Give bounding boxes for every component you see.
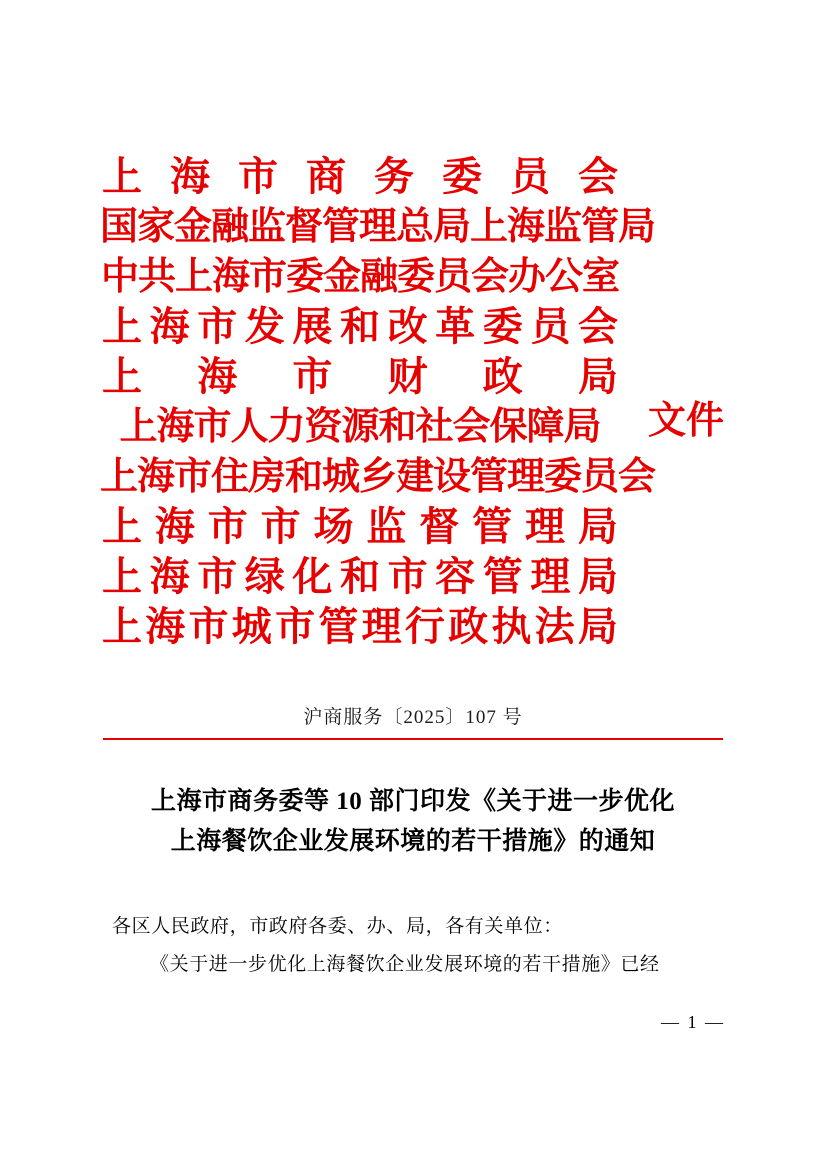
issuer-char: 局 — [577, 504, 618, 549]
issuer-char: 理 — [530, 554, 571, 599]
issuer-char: 务 — [374, 154, 414, 199]
issuer-line-9 — [100, 552, 620, 602]
issuer-char: 监 — [366, 504, 407, 549]
issuer-char: 海 — [145, 604, 186, 649]
issuer-char: 会 — [578, 154, 618, 199]
issuer-char: 局 — [577, 604, 618, 649]
issuer-char: 政 — [448, 604, 489, 649]
issuer-char: 管 — [472, 504, 513, 549]
issuer-char: 局 — [577, 554, 618, 599]
issuer-char: 和 — [339, 554, 380, 599]
red-divider-rule — [103, 738, 723, 740]
issuer-char: 革 — [435, 304, 476, 349]
body-paragraph-1: 《关于进一步优化上海餐饮企业发展环境的若干措施》已经 — [150, 954, 660, 975]
issuer-line-1 — [100, 152, 620, 202]
body-salutation: 各区人民政府，市政府各委、办、局，各有关单位： — [112, 916, 563, 937]
issuer-char: 上 — [102, 304, 142, 349]
issuer-char: 海 — [154, 504, 195, 549]
issuer-char: 督 — [419, 504, 460, 549]
issuer-line-3: 中共上海市委金融委员会办公室 — [100, 256, 619, 298]
issuer-char: 化 — [292, 554, 333, 599]
issuing-agencies-list — [100, 152, 656, 652]
page-number: — 1 — — [661, 1012, 725, 1032]
issuer-char: 管 — [318, 604, 359, 649]
issuer-char: 局 — [577, 354, 618, 399]
issuer-char: 容 — [435, 554, 476, 599]
issuer-char: 海 — [149, 304, 190, 349]
issuer-char: 市 — [197, 304, 238, 349]
issuer-line-4 — [100, 302, 620, 352]
issuer-char: 市 — [387, 554, 428, 599]
issuer-char: 商 — [306, 154, 346, 199]
issuer-line-8 — [100, 502, 620, 552]
issuer-char: 理 — [525, 504, 565, 549]
document-title — [103, 782, 723, 862]
issuer-char: 上 — [102, 354, 142, 399]
issuer-char: 员 — [510, 154, 550, 199]
issuer-char: 财 — [387, 354, 428, 399]
document-title-line-1: 上海市商务委等 10 部门印发《关于进一步优化 — [150, 788, 675, 815]
issuer-char: 上 — [102, 504, 142, 549]
issuer-line-2: 国家金融监督管理总局上海监管局 — [100, 206, 656, 248]
issuer-char: 行 — [404, 604, 445, 649]
issuer-char: 上 — [102, 154, 142, 199]
issuer-char: 管 — [482, 554, 523, 599]
issuer-char: 改 — [387, 304, 428, 349]
issuer-line-5 — [100, 352, 620, 402]
issuer-char: 上 — [102, 604, 142, 649]
issuer-char: 展 — [292, 304, 333, 349]
issuer-char: 海 — [170, 154, 210, 199]
issuer-char: 员 — [530, 304, 571, 349]
issuer-char: 和 — [339, 304, 380, 349]
issuer-char: 场 — [313, 504, 354, 549]
issuer-char: 市 — [207, 504, 248, 549]
issuer-line-10 — [100, 602, 620, 652]
issuer-char: 政 — [482, 354, 523, 399]
issuer-char: 市 — [275, 604, 316, 649]
issuer-char: 市 — [238, 154, 278, 199]
issuer-char: 城 — [231, 604, 272, 649]
issuer-char: 委 — [442, 154, 482, 199]
issuer-char: 上 — [102, 554, 142, 599]
issuer-char: 市 — [188, 604, 229, 649]
issuer-char: 绿 — [244, 554, 285, 599]
issuer-char: 发 — [244, 304, 285, 349]
document-body — [112, 908, 722, 984]
issuer-char: 市 — [260, 504, 301, 549]
issuer-char: 执 — [491, 604, 532, 649]
issuer-line-7: 上海市住房和城乡建设管理委员会 — [100, 456, 656, 498]
issuer-char: 法 — [534, 604, 575, 649]
issuer-char: 理 — [361, 604, 402, 649]
document-title-line-2: 上海餐饮企业发展环境的若干措施》的通知 — [170, 828, 656, 855]
letterhead-suffix-wenjian: 文件 — [648, 400, 725, 442]
issuer-char: 会 — [577, 304, 618, 349]
document-number: 沪商服务〔2025〕107 号 — [303, 707, 523, 728]
issuer-char: 委 — [482, 304, 523, 349]
issuer-line-6: 上海市人力资源和社会保障局 — [119, 406, 601, 448]
issuer-char: 海 — [197, 354, 238, 399]
issuer-char: 市 — [292, 354, 333, 399]
issuer-char: 海 — [149, 554, 190, 599]
issuer-char: 市 — [197, 554, 238, 599]
